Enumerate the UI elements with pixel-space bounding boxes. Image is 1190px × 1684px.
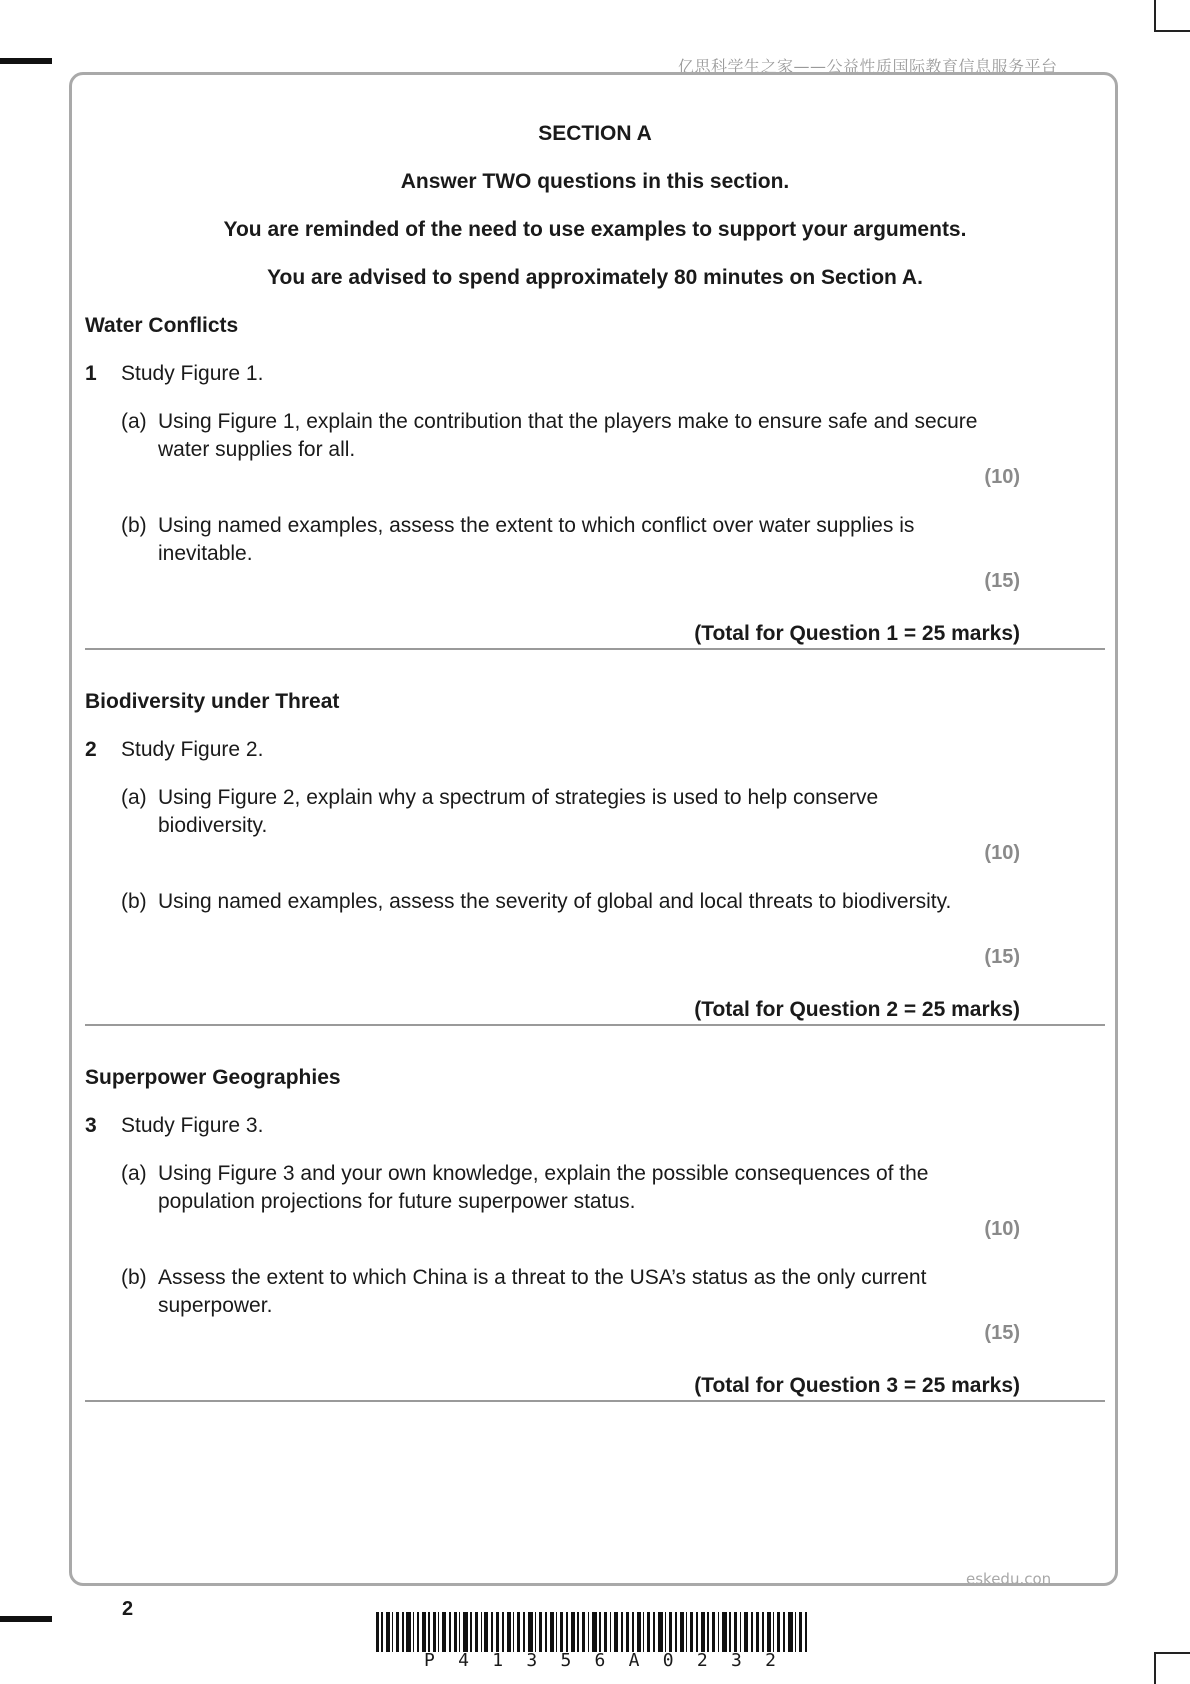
- barcode-graphic: [376, 1612, 810, 1652]
- question-3a-marks: (10): [984, 1218, 1020, 1240]
- barcode-char: 0: [662, 1650, 674, 1671]
- question-2-total: (Total for Question 2 = 25 marks): [694, 998, 1020, 1021]
- question-1a-label: (a): [121, 410, 147, 433]
- question-2-stem: Study Figure 2.: [121, 738, 264, 761]
- question-2-divider: [85, 1024, 1105, 1026]
- corner-crop-mark-top: [1154, 0, 1190, 32]
- question-3-total: (Total for Question 3 = 25 marks): [694, 1374, 1020, 1397]
- question-3-stem: Study Figure 3.: [121, 1114, 264, 1137]
- barcode-char: 5: [560, 1650, 572, 1671]
- barcode-char: 3: [526, 1650, 538, 1671]
- watermark-bottom: eskedu.con: [966, 1570, 1052, 1588]
- question-3a-label: (a): [121, 1162, 147, 1185]
- question-1-number: 1: [85, 362, 97, 385]
- watermark-top: 亿思科学生之家——公益性质国际教育信息服务平台: [678, 57, 1058, 76]
- question-1-divider: [85, 648, 1105, 650]
- question-3-divider: [85, 1400, 1105, 1402]
- page-number: 2: [122, 1598, 134, 1620]
- question-3b-text: Assess the extent to which China is a threat to the USA’s status as the only current superpower.: [158, 1266, 927, 1317]
- question-1-stem: Study Figure 1.: [121, 362, 264, 385]
- section-instruction-examples: You are reminded of the need to use examples to support your arguments.: [223, 218, 967, 241]
- question-2a-label: (a): [121, 786, 147, 809]
- question-2-number: 2: [85, 738, 97, 761]
- question-2b-marks: (15): [984, 946, 1020, 968]
- barcode-char: 6: [594, 1650, 606, 1671]
- barcode-char: A: [628, 1650, 640, 1671]
- question-2b-label: (b): [121, 890, 147, 913]
- question-2a-text: Using Figure 2, explain why a spectrum of strategies is used to help conserve biodiversity.: [158, 786, 879, 837]
- question-2-topic: Biodiversity under Threat: [85, 690, 340, 713]
- question-2a-marks: (10): [984, 842, 1020, 864]
- question-1a-marks: (10): [984, 466, 1020, 488]
- corner-crop-mark-bottom: [1154, 1652, 1190, 1684]
- barcode-char: 2: [765, 1650, 776, 1671]
- barcode-char: 3: [730, 1650, 742, 1671]
- question-1b-label: (b): [121, 514, 147, 537]
- question-2b-text: Using named examples, assess the severity of global and local threats to biodiversity.: [158, 890, 952, 913]
- question-3b-label: (b): [121, 1266, 147, 1289]
- registration-mark-bottom: [0, 1616, 52, 1622]
- question-1a-text: Using Figure 1, explain the contribution that the players make to ensure safe and secure water supplies for all.: [158, 410, 978, 461]
- question-1-topic: Water Conflicts: [85, 314, 239, 337]
- question-3-topic: Superpower Geographies: [85, 1066, 341, 1089]
- barcode-char: 4: [458, 1650, 469, 1671]
- section-instruction-questions: Answer TWO questions in this section.: [400, 170, 790, 193]
- section-instruction-time: You are advised to spend approximately 80 minutes on Section A.: [267, 266, 923, 289]
- barcode-char: 2: [696, 1650, 708, 1671]
- barcode-char: P: [424, 1650, 435, 1671]
- barcode-char: 1: [492, 1650, 504, 1671]
- section-title: SECTION A: [538, 122, 652, 145]
- question-3b-marks: (15): [984, 1322, 1020, 1344]
- question-1b-marks: (15): [984, 570, 1020, 592]
- question-1b-text: Using named examples, assess the extent to which conflict over water supplies is inevitable.: [158, 514, 915, 565]
- registration-mark-top: [0, 58, 52, 64]
- barcode-number: [376, 1650, 776, 1671]
- question-1-total: (Total for Question 1 = 25 marks): [694, 622, 1020, 645]
- question-3-number: 3: [85, 1114, 97, 1137]
- question-3a-text: Using Figure 3 and your own knowledge, explain the possible consequences of the population projections for future superpower status.: [158, 1162, 929, 1213]
